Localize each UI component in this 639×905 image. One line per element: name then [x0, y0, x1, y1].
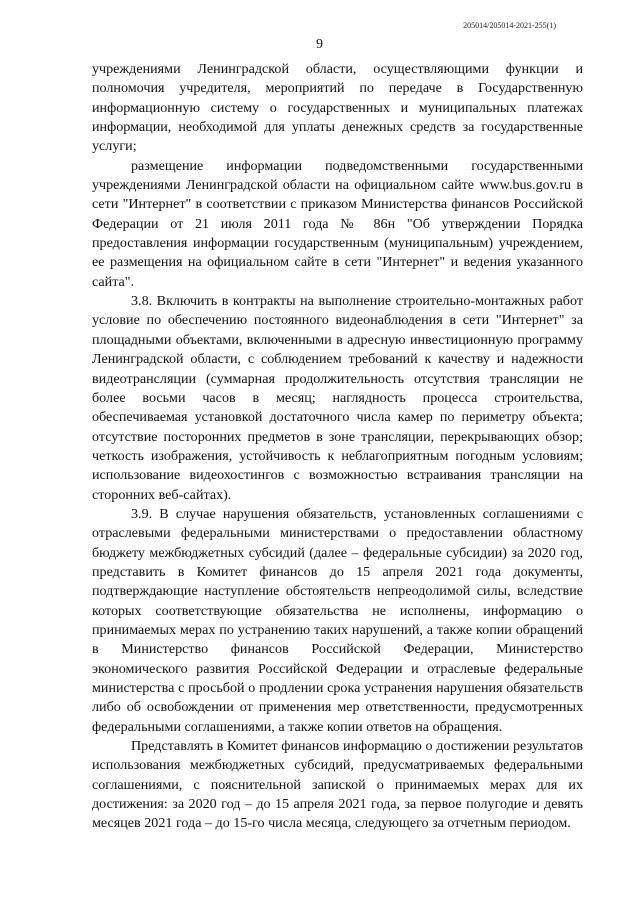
document-body: [92, 60, 583, 834]
document-id: 205014/205014-2021-255(1): [463, 21, 556, 30]
paragraph-continuation: учреждениями Ленинградской области, осуществляющими функции и полномочия учредителя, мероприятий по передаче в Государственную информационную систему о государственных и муниципальных платежах информации, необходимой для уплаты денежных средств за государственные услуги;: [92, 61, 583, 155]
paragraph-3-9: 3.9. В случае нарушения обязательств, установленных соглашениями с отраслевыми федеральными министерствами о предоставлении областному бюджету межбюджетных субсидий (далее – федеральные субсидии) за 2020 год, представить в Комитет финансов до 15 апреля 2021 года документы, подтверждающие наступление обстоятельств непреодолимой силы, вследствие которых соответствующие обязательства не исполнены, информацию о принимаемых мерах по устранению таких нарушений, а также копии обращений в Министерство финансов Российской Федерации, Министерство экономического развития Российской Федерации и отраслевые федеральные министерства с просьбой о продлении срока устранения нарушения обязательств либо об освобождении от применения мер ответственности, предусмотренных федеральными соглашениями, а также копии ответов на обращения.: [92, 505, 583, 735]
paragraph-reporting: Представлять в Комитет финансов информацию о достижении результатов использования межбюджетных субсидий, предусматриваемых федеральными соглашениями, с пояснительной запиской о принимаемых мерах для их достижения: за 2020 год – до 15 апреля 2021 года, за первое полугодие и девять месяцев 2021 года – до 15-го числа месяца, следующего за отчетным периодом.: [92, 738, 583, 832]
page-number: 9: [316, 37, 323, 52]
paragraph-3-8: 3.8. Включить в контракты на выполнение строительно-монтажных работ условие по обеспечению постоянного видеонаблюдения в сети "Интернет" за площадными объектами, включенными в адресную инвестиционную программу Ленинградской области, с соблюдением требований к качеству и надежности видеотрансляции (суммарная продолжительность отсутствия трансляции не более восьми часов в месяц; наглядность процесса строительства, обеспечиваемая установкой достаточного числа камер по периметру объекта; отсутствие посторонних предметов в зоне трансляции, перекрывающих обзор; четкость изображения, устойчивость к неблагоприятным погодным условиям; использование видеохостингов с возможностью встраивания трансляции на сторонних веб-сайтах).: [92, 293, 583, 503]
paragraph-website-info: размещение информации подведомственными государственными учреждениями Ленинградской области на официальном сайте www.bus.gov.ru в сети "Интернет" в соответствии с приказом Министерства финансов Российской Федерации от 21 июля 2011 года № 86н "Об утверждении Порядка предоставления информации государственным (муниципальным) учреждением, ее размещения на официальном сайте в сети "Интернет" и ведения указанного сайта".: [92, 157, 583, 290]
